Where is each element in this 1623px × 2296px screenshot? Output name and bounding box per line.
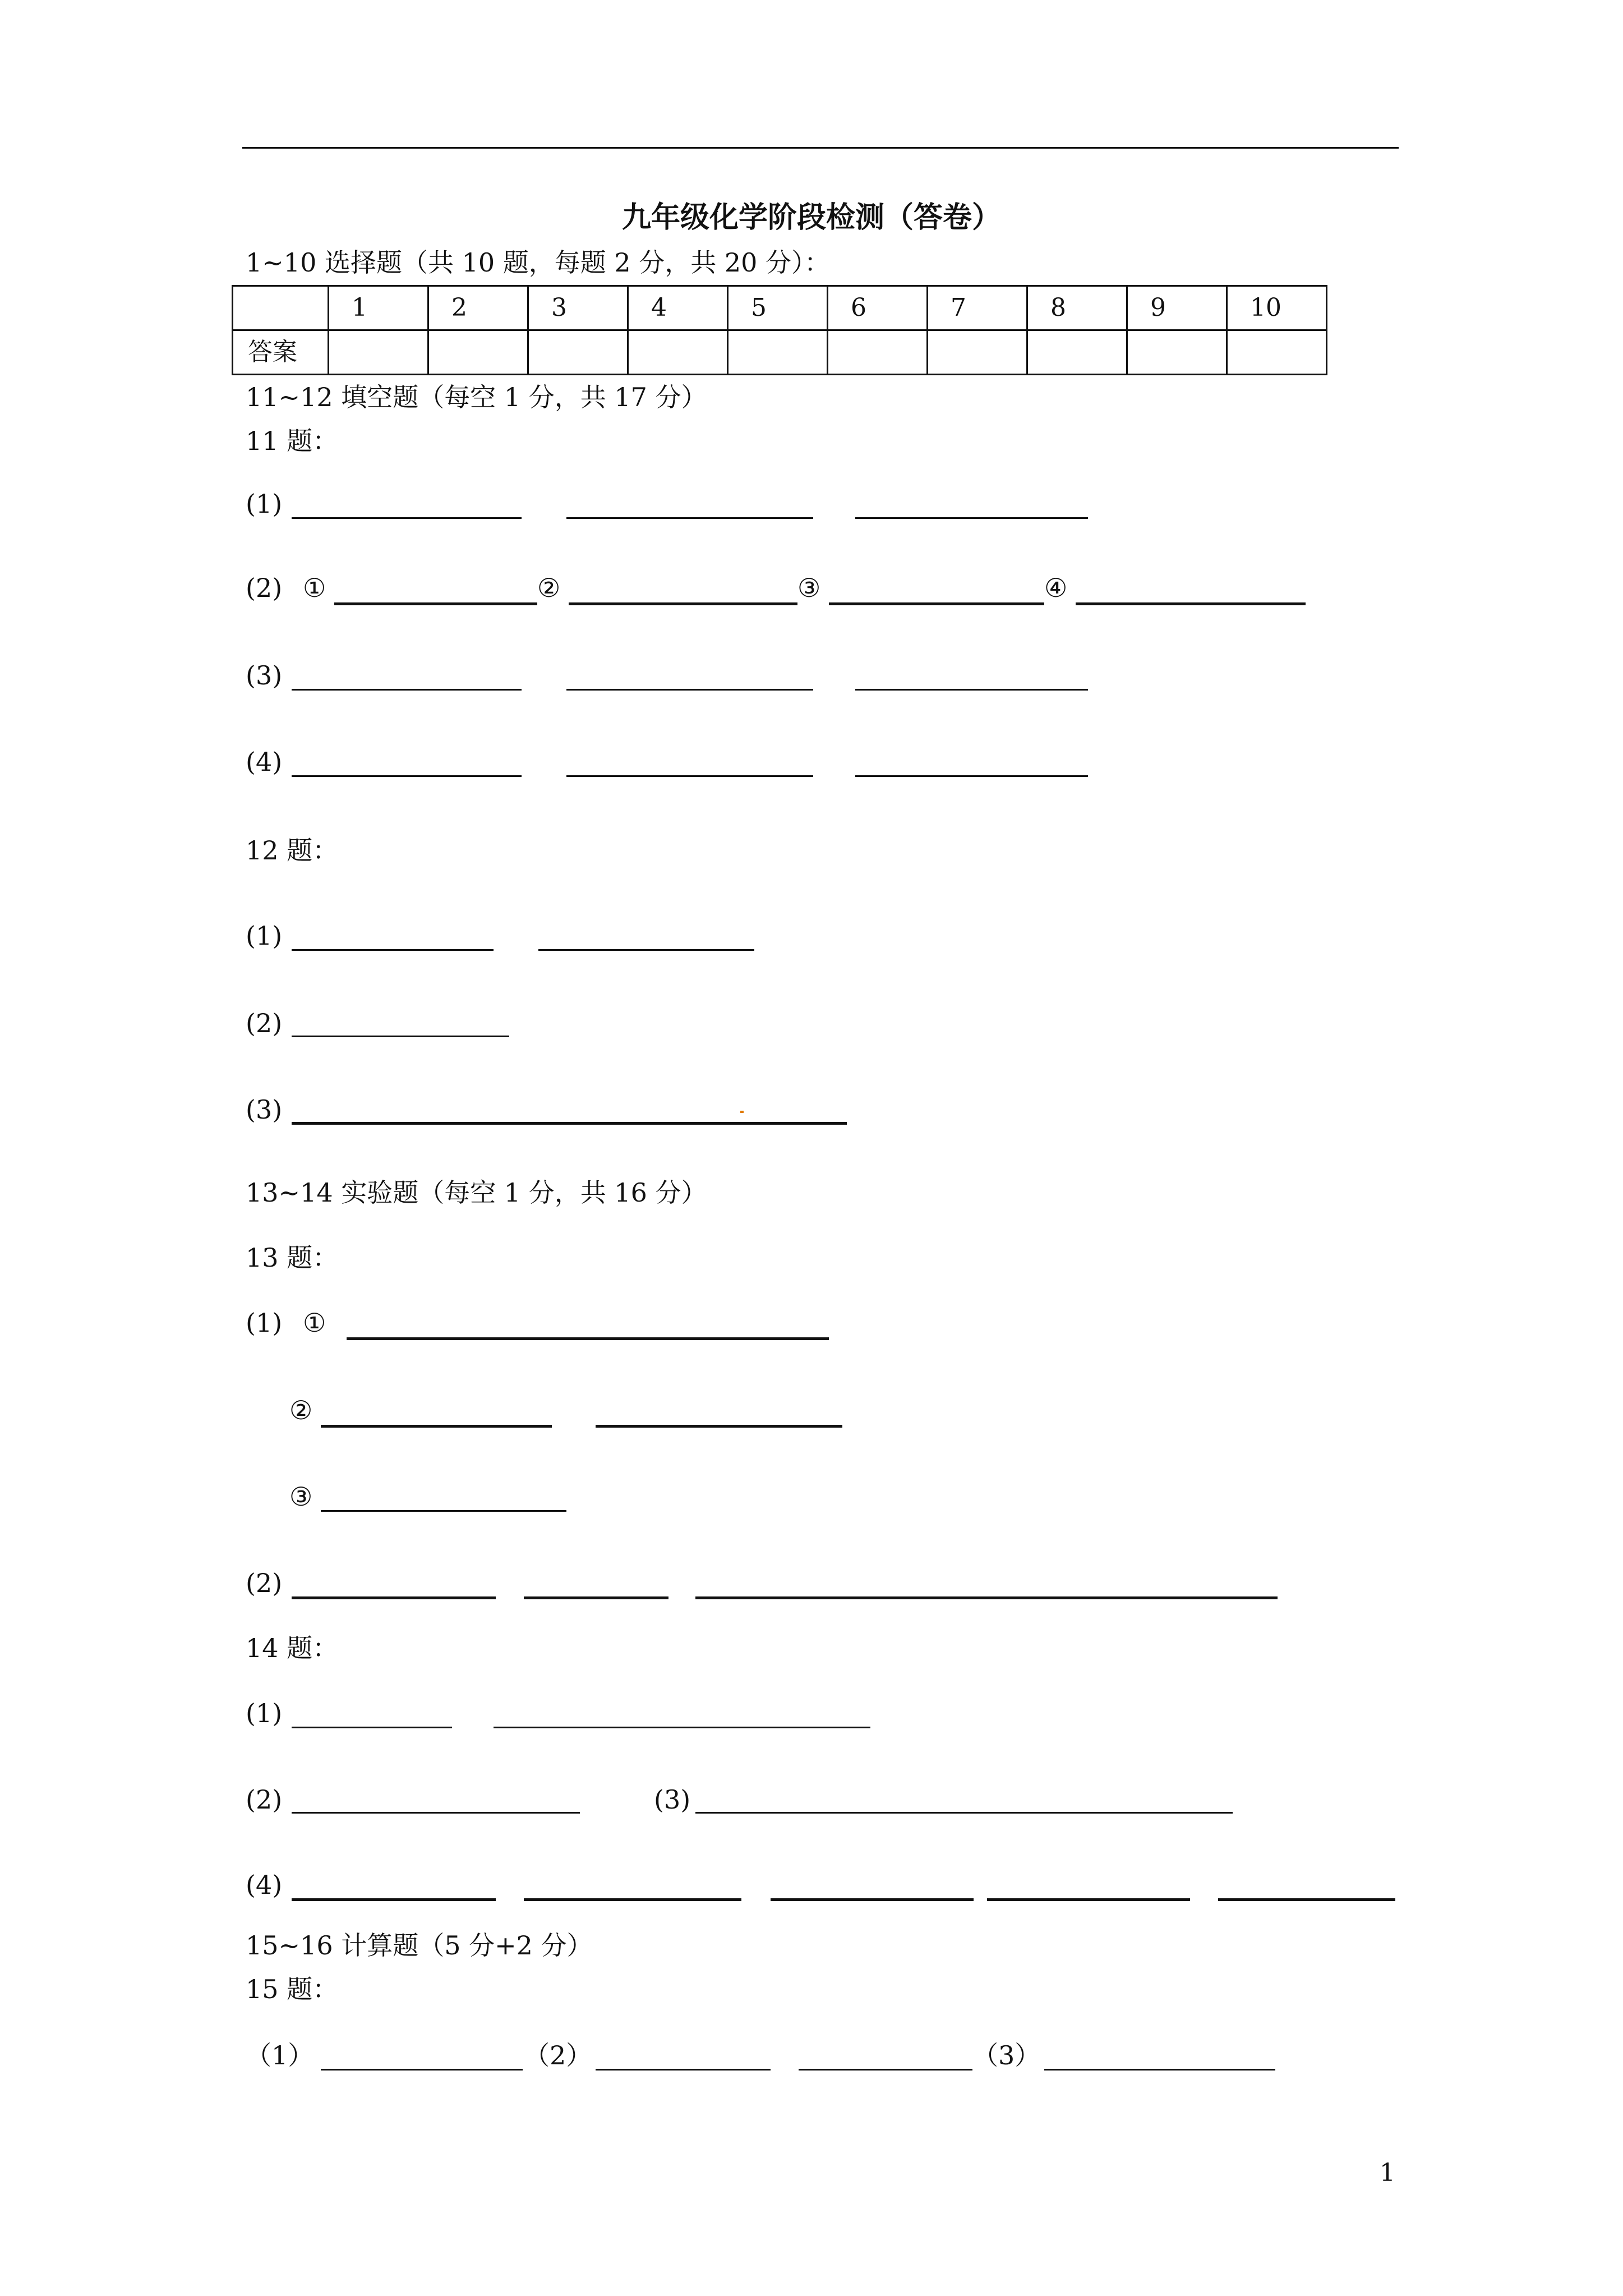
answer-cell[interactable] — [1127, 330, 1227, 375]
answer-blank[interactable] — [292, 1898, 496, 1901]
answer-blank[interactable] — [494, 1727, 870, 1728]
circled-marker: ② — [289, 1395, 313, 1425]
answer-blank[interactable] — [855, 775, 1088, 777]
answer-blank[interactable] — [596, 1425, 842, 1428]
page-title: 九年级化学阶段检测（答卷） — [621, 200, 1001, 234]
header-rule — [242, 147, 1399, 149]
q11-label: 11 题： — [246, 426, 339, 456]
answer-cell[interactable] — [528, 330, 628, 375]
circled-marker: ④ — [1044, 573, 1068, 603]
q13-part2-label: (2) — [246, 1568, 283, 1598]
answer-blank[interactable] — [292, 1812, 580, 1814]
page-number: 1 — [1380, 2159, 1395, 2187]
answer-blank[interactable] — [292, 1727, 452, 1728]
answer-cell[interactable] — [428, 330, 528, 375]
answer-label: 答案 — [233, 330, 329, 375]
answer-blank[interactable] — [1076, 602, 1306, 605]
q15-label: 15 题： — [246, 1974, 339, 2004]
question-number: 7 — [928, 286, 1027, 330]
answer-blank[interactable] — [566, 517, 813, 519]
q11-part4-label: (4) — [246, 747, 283, 777]
answer-blank[interactable] — [987, 1898, 1190, 1901]
q14-label: 14 题： — [246, 1633, 339, 1663]
section-exp-heading: 13~14 实验题（每空 1 分，共 16 分） — [246, 1177, 707, 1208]
q15-part2-label: （2） — [524, 2040, 592, 2070]
q11-part2-label: (2) — [246, 573, 283, 603]
q13-part1-label: (1) — [246, 1308, 283, 1338]
answer-blank[interactable] — [1218, 1898, 1395, 1901]
answer-blank[interactable] — [566, 775, 813, 777]
question-number: 6 — [828, 286, 928, 330]
q11-part1-label: (1) — [246, 489, 283, 519]
answer-cell[interactable] — [1027, 330, 1127, 375]
answer-blank[interactable] — [321, 2069, 523, 2070]
q14-part2-label: (2) — [246, 1784, 283, 1815]
question-number: 1 — [329, 286, 428, 330]
answer-blank[interactable] — [334, 602, 537, 605]
table-corner-cell — [233, 286, 329, 330]
answer-blank[interactable] — [321, 1425, 552, 1428]
answer-blank[interactable] — [695, 1812, 1233, 1814]
answer-blank[interactable] — [566, 689, 813, 691]
answer-blank[interactable] — [292, 689, 522, 691]
answer-blank[interactable] — [347, 1337, 829, 1340]
section-fill-heading: 11~12 填空题（每空 1 分，共 17 分） — [246, 382, 707, 412]
q15-part1-label: （1） — [246, 2040, 314, 2070]
q12-label: 12 题： — [246, 835, 339, 866]
answer-cell[interactable] — [728, 330, 828, 375]
circled-marker: ① — [303, 1308, 326, 1338]
answer-blank[interactable] — [524, 1898, 741, 1901]
answer-blank[interactable] — [321, 1510, 566, 1512]
circled-marker: ② — [537, 573, 561, 603]
question-number: 10 — [1227, 286, 1327, 330]
circled-marker: ① — [303, 573, 326, 603]
section-choice-heading: 1~10 选择题（共 10 题，每题 2 分，共 20 分）： — [246, 247, 831, 278]
answer-blank[interactable] — [292, 1596, 496, 1599]
circled-marker: ③ — [797, 573, 821, 603]
question-number: 9 — [1127, 286, 1227, 330]
answer-cell[interactable] — [928, 330, 1027, 375]
table-answer-row — [233, 330, 1327, 375]
circled-marker: ③ — [289, 1481, 313, 1512]
answer-blank[interactable] — [771, 1898, 974, 1901]
answer-blank[interactable] — [292, 517, 522, 519]
answer-blank[interactable] — [596, 2069, 771, 2070]
question-number: 5 — [728, 286, 828, 330]
q14-part3-label: (3) — [654, 1784, 691, 1815]
stray-mark — [740, 1111, 744, 1113]
question-number: 3 — [528, 286, 628, 330]
answer-table — [232, 285, 1327, 375]
question-number: 8 — [1027, 286, 1127, 330]
answer-blank[interactable] — [538, 949, 754, 951]
answer-blank[interactable] — [855, 689, 1088, 691]
answer-blank[interactable] — [855, 517, 1088, 519]
answer-blank[interactable] — [829, 602, 1044, 605]
answer-blank[interactable] — [292, 949, 494, 951]
q15-part3-label: （3） — [972, 2040, 1041, 2070]
q11-part3-label: (3) — [246, 660, 283, 691]
answer-blank[interactable] — [695, 1596, 1278, 1599]
q14-part4-label: (4) — [246, 1870, 283, 1900]
answer-cell[interactable] — [1227, 330, 1327, 375]
answer-blank[interactable] — [524, 1596, 668, 1599]
q14-part1-label: (1) — [246, 1698, 283, 1728]
table-header-row — [233, 286, 1327, 330]
q12-part2-label: (2) — [246, 1008, 283, 1038]
q12-part1-label: (1) — [246, 921, 283, 951]
answer-cell[interactable] — [329, 330, 428, 375]
answer-blank[interactable] — [292, 1122, 847, 1125]
section-calc-heading: 15~16 计算题（5 分+2 分） — [246, 1930, 593, 1961]
q13-label: 13 题： — [246, 1243, 339, 1273]
answer-blank[interactable] — [569, 602, 797, 605]
answer-cell[interactable] — [628, 330, 728, 375]
answer-blank[interactable] — [1044, 2069, 1275, 2070]
answer-blank[interactable] — [799, 2069, 972, 2070]
q12-part3-label: (3) — [246, 1094, 283, 1125]
answer-blank[interactable] — [292, 1036, 509, 1037]
answer-cell[interactable] — [828, 330, 928, 375]
question-number: 2 — [428, 286, 528, 330]
answer-blank[interactable] — [292, 775, 522, 777]
question-number: 4 — [628, 286, 728, 330]
